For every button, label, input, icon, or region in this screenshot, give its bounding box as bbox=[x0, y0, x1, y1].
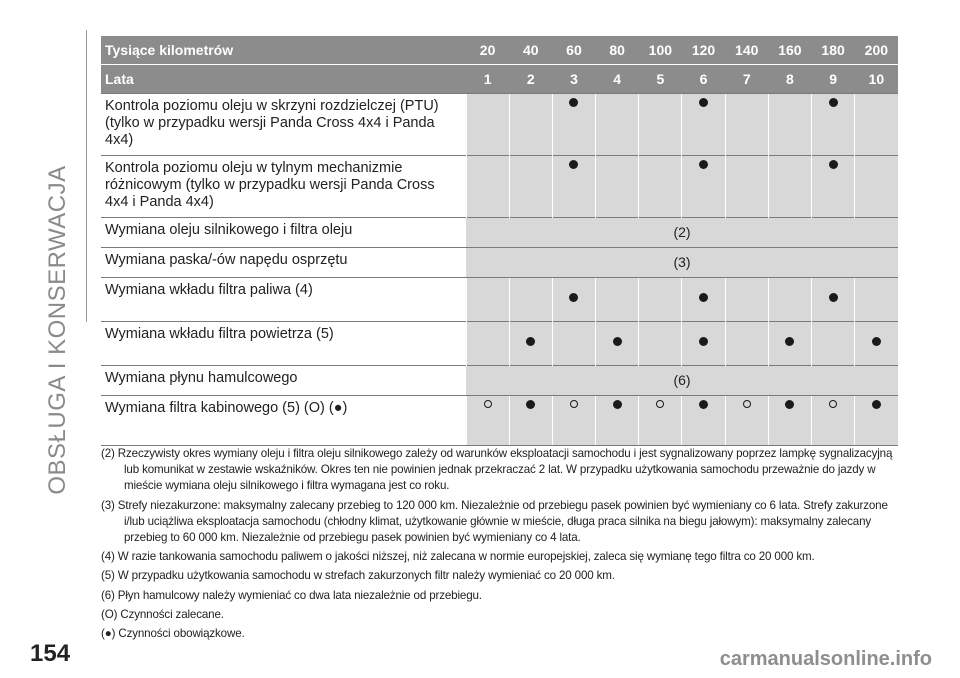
interval-cell bbox=[768, 278, 811, 322]
interval-cell bbox=[596, 156, 639, 218]
interval-cell bbox=[639, 94, 682, 156]
interval-cell bbox=[768, 396, 811, 446]
interval-cell bbox=[682, 278, 725, 322]
interval-note-cell: (6) bbox=[466, 366, 898, 396]
table-row bbox=[101, 278, 898, 322]
interval-cell bbox=[725, 322, 768, 366]
operation-label: Wymiana paska/-ów napędu osprzętu bbox=[101, 248, 466, 278]
table-row bbox=[101, 322, 898, 366]
years-header-cell: 2 bbox=[509, 65, 552, 94]
mandatory-dot-icon bbox=[699, 293, 708, 302]
km-header-cell: 80 bbox=[596, 36, 639, 65]
interval-cell bbox=[682, 94, 725, 156]
years-header-cell: 8 bbox=[768, 65, 811, 94]
km-header-cell: 100 bbox=[639, 36, 682, 65]
operation-label: Wymiana filtra kabinowego (5) (O) (●) bbox=[101, 396, 466, 446]
interval-note-cell: (2) bbox=[466, 218, 898, 248]
km-header-cell: 120 bbox=[682, 36, 725, 65]
interval-cell bbox=[552, 94, 595, 156]
section-divider bbox=[86, 30, 87, 322]
interval-cell bbox=[725, 278, 768, 322]
km-header-cell: 140 bbox=[725, 36, 768, 65]
interval-cell bbox=[855, 322, 898, 366]
operation-label: Wymiana wkładu filtra paliwa (4) bbox=[101, 278, 466, 322]
interval-cell bbox=[509, 94, 552, 156]
mandatory-dot-icon bbox=[569, 160, 578, 169]
interval-cell bbox=[682, 156, 725, 218]
interval-cell bbox=[552, 396, 595, 446]
mandatory-dot-icon bbox=[569, 293, 578, 302]
interval-cell bbox=[596, 94, 639, 156]
interval-cell bbox=[768, 94, 811, 156]
interval-cell bbox=[768, 322, 811, 366]
interval-cell bbox=[466, 396, 509, 446]
footer-watermark-link[interactable]: carmanualsonline.info bbox=[719, 648, 932, 670]
years-header-cell: 5 bbox=[639, 65, 682, 94]
mandatory-dot-icon bbox=[829, 160, 838, 169]
footnote: (5) W przypadku użytkowania samochodu w strefach zakurzonych filtr należy wymieniać co 20 000 km. bbox=[101, 569, 615, 583]
mandatory-dot-icon bbox=[569, 98, 578, 107]
years-header-cell: 10 bbox=[855, 65, 898, 94]
interval-cell bbox=[552, 322, 595, 366]
mandatory-dot-icon bbox=[785, 400, 794, 409]
interval-cell bbox=[812, 396, 855, 446]
operation-label: Wymiana oleju silnikowego i filtra oleju bbox=[101, 218, 466, 248]
interval-cell bbox=[855, 156, 898, 218]
recommended-ring-icon bbox=[743, 400, 751, 408]
km-header-cell: 160 bbox=[768, 36, 811, 65]
interval-cell bbox=[509, 156, 552, 218]
operation-label: Kontrola poziomu oleju w skrzyni rozdzielczej (PTU) (tylko w przypadku wersji Panda Cross 4x4 i Panda 4x4) bbox=[101, 94, 466, 156]
interval-cell bbox=[509, 322, 552, 366]
mandatory-dot-icon bbox=[699, 160, 708, 169]
footnotes bbox=[101, 446, 901, 645]
interval-cell bbox=[812, 94, 855, 156]
recommended-ring-icon bbox=[829, 400, 837, 408]
recommended-ring-icon bbox=[656, 400, 664, 408]
interval-cell bbox=[855, 278, 898, 322]
interval-cell bbox=[768, 156, 811, 218]
mandatory-dot-icon bbox=[872, 337, 881, 346]
footnote: (O) Czynności zalecane. bbox=[101, 607, 224, 621]
table-row bbox=[101, 156, 898, 218]
years-header-row bbox=[101, 65, 898, 94]
years-header-cell: 4 bbox=[596, 65, 639, 94]
interval-cell bbox=[466, 156, 509, 218]
interval-cell bbox=[466, 278, 509, 322]
table-row bbox=[101, 396, 898, 446]
mandatory-dot-icon bbox=[785, 337, 794, 346]
interval-cell bbox=[596, 396, 639, 446]
table-row bbox=[101, 94, 898, 156]
interval-cell bbox=[725, 156, 768, 218]
km-header-cell: 60 bbox=[552, 36, 595, 65]
footnote: (6) Płyn hamulcowy należy wymieniać co dwa lata niezależnie od przebiegu. bbox=[101, 588, 482, 602]
recommended-ring-icon bbox=[570, 400, 578, 408]
years-header-cell: 7 bbox=[725, 65, 768, 94]
interval-cell bbox=[466, 94, 509, 156]
interval-cell bbox=[682, 322, 725, 366]
years-header-cell: 1 bbox=[466, 65, 509, 94]
table-row bbox=[101, 218, 898, 248]
mandatory-dot-icon bbox=[526, 337, 535, 346]
footnote: (3) Strefy niezakurzone: maksymalny zalecany przebieg to 120 000 km. Niezależnie od przebiegu pasek powinien być wymieniany co 6 lata. Strefy zakurzone i/lub uciążliwa eksploatacja samochodu (chłodny klimat, użytkowanie głównie w mieście, długa praca silnika na biegu jałowym): maksymalny zalecany przebieg to 60 000 km. Niezależnie od przebiegu pasek powinien być wymieniany co 4 lata. bbox=[101, 498, 888, 545]
interval-cell bbox=[682, 396, 725, 446]
recommended-ring-icon bbox=[484, 400, 492, 408]
interval-cell bbox=[855, 396, 898, 446]
km-header-cell: 20 bbox=[466, 36, 509, 65]
table-row bbox=[101, 366, 898, 396]
km-header-cell: 180 bbox=[812, 36, 855, 65]
interval-note-cell: (3) bbox=[466, 248, 898, 278]
interval-cell bbox=[552, 278, 595, 322]
page-number: 154 bbox=[30, 640, 71, 667]
km-header-row bbox=[101, 36, 898, 65]
interval-cell bbox=[855, 94, 898, 156]
footnote: (4) W razie tankowania samochodu paliwem o jakości niższej, niż zalecana w normie europejskiej, zaleca się wymianę tego filtra co 20 000 km. bbox=[101, 550, 815, 564]
interval-cell bbox=[509, 278, 552, 322]
interval-cell bbox=[639, 322, 682, 366]
mandatory-dot-icon bbox=[613, 400, 622, 409]
km-header-label: Tysiące kilometrów bbox=[101, 36, 466, 65]
interval-cell bbox=[725, 396, 768, 446]
interval-cell bbox=[552, 156, 595, 218]
interval-cell bbox=[639, 396, 682, 446]
mandatory-dot-icon bbox=[613, 337, 622, 346]
mandatory-dot-icon bbox=[526, 400, 535, 409]
interval-cell bbox=[596, 322, 639, 366]
mandatory-dot-icon bbox=[829, 98, 838, 107]
years-header-cell: 6 bbox=[682, 65, 725, 94]
interval-cell bbox=[812, 322, 855, 366]
interval-cell bbox=[466, 322, 509, 366]
interval-cell bbox=[639, 278, 682, 322]
table-row bbox=[101, 248, 898, 278]
km-header-cell: 40 bbox=[509, 36, 552, 65]
mandatory-dot-icon bbox=[699, 337, 708, 346]
km-header-cell: 200 bbox=[855, 36, 898, 65]
mandatory-dot-icon bbox=[699, 400, 708, 409]
interval-cell bbox=[812, 156, 855, 218]
interval-cell bbox=[509, 396, 552, 446]
interval-cell bbox=[596, 278, 639, 322]
mandatory-dot-icon bbox=[699, 98, 708, 107]
years-header-cell: 9 bbox=[812, 65, 855, 94]
interval-cell bbox=[725, 94, 768, 156]
years-header-label: Lata bbox=[101, 65, 466, 94]
interval-cell bbox=[812, 278, 855, 322]
years-header-cell: 3 bbox=[552, 65, 595, 94]
interval-cell bbox=[639, 156, 682, 218]
operation-label: Kontrola poziomu oleju w tylnym mechanizmie różnicowym (tylko w przypadku wersji Panda Cross 4x4 i Panda 4x4) bbox=[101, 156, 466, 218]
operation-label: Wymiana wkładu filtra powietrza (5) bbox=[101, 322, 466, 366]
mandatory-dot-icon bbox=[872, 400, 881, 409]
operation-label: Wymiana płynu hamulcowego bbox=[101, 366, 466, 396]
mandatory-dot-icon bbox=[829, 293, 838, 302]
footnote: (2) Rzeczywisty okres wymiany oleju i filtra oleju silnikowego zależy od warunków eksploatacji samochodu i jest sygnalizowany poprzez lampkę sygnalizacyjną lub komunikat w zestawie wskaźników. Okres ten nie powinien jednak przekraczać 2 lat. W przypadku użytkowania samochodu przeważnie do jazdy w mieście wymiana oleju silnikowego i filtra wymagana jest co roku. bbox=[101, 447, 893, 493]
section-title: OBSŁUGA I KONSERWACJA bbox=[44, 165, 71, 495]
maintenance-schedule-table bbox=[101, 36, 898, 446]
footnote: (●) Czynności obowiązkowe. bbox=[101, 627, 245, 641]
